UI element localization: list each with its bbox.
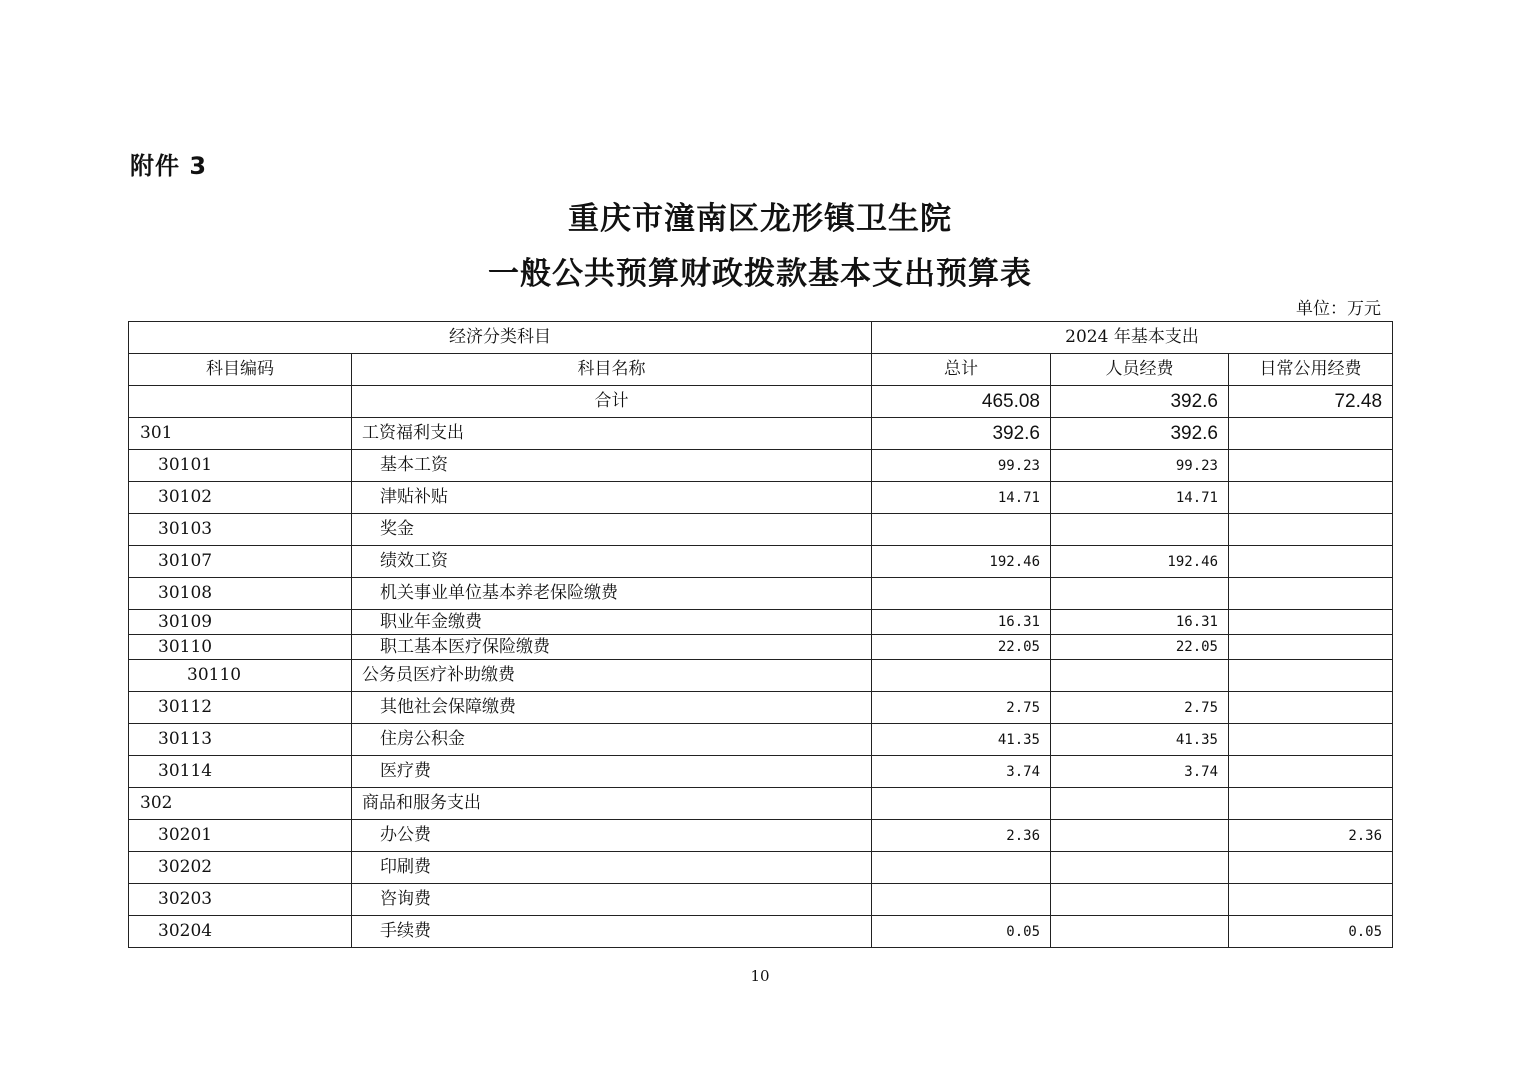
table-row xyxy=(129,756,1393,788)
total-row-total: 465.08 xyxy=(872,386,1051,418)
table-row xyxy=(129,852,1393,884)
row-total: 41.35 xyxy=(872,724,1051,756)
column-header-code: 科目编码 xyxy=(129,354,352,386)
row-name: 机关事业单位基本养老保险缴费 xyxy=(352,578,872,610)
row-total: 2.75 xyxy=(872,692,1051,724)
row-personnel xyxy=(1051,660,1229,692)
table-row xyxy=(129,418,1393,450)
row-name: 职业年金缴费 xyxy=(352,610,872,635)
row-total: 16.31 xyxy=(872,610,1051,635)
row-public xyxy=(1229,635,1393,660)
row-public xyxy=(1229,724,1393,756)
row-code: 30112 xyxy=(129,692,352,724)
row-personnel xyxy=(1051,916,1229,948)
table-row xyxy=(129,788,1393,820)
group-header-year: 2024 年基本支出 xyxy=(872,322,1393,354)
row-public: 0.05 xyxy=(1229,916,1393,948)
row-personnel xyxy=(1051,820,1229,852)
row-code: 30103 xyxy=(129,514,352,546)
row-public xyxy=(1229,546,1393,578)
total-row xyxy=(129,386,1393,418)
table-row xyxy=(129,724,1393,756)
row-public xyxy=(1229,514,1393,546)
row-personnel: 192.46 xyxy=(1051,546,1229,578)
row-name: 住房公积金 xyxy=(352,724,872,756)
row-personnel xyxy=(1051,578,1229,610)
table-row xyxy=(129,610,1393,635)
row-name: 手续费 xyxy=(352,916,872,948)
row-public xyxy=(1229,660,1393,692)
row-public xyxy=(1229,450,1393,482)
row-code: 30204 xyxy=(129,916,352,948)
row-code: 30110 xyxy=(129,635,352,660)
column-header-total: 总计 xyxy=(872,354,1051,386)
row-code: 30108 xyxy=(129,578,352,610)
table-row xyxy=(129,660,1393,692)
row-code: 30201 xyxy=(129,820,352,852)
group-header-row xyxy=(129,322,1393,354)
row-personnel xyxy=(1051,852,1229,884)
row-name: 咨询费 xyxy=(352,884,872,916)
total-row-public: 72.48 xyxy=(1229,386,1393,418)
total-row-code xyxy=(129,386,352,418)
table-row xyxy=(129,884,1393,916)
row-personnel: 392.6 xyxy=(1051,418,1229,450)
row-public xyxy=(1229,578,1393,610)
row-personnel: 41.35 xyxy=(1051,724,1229,756)
row-total: 392.6 xyxy=(872,418,1051,450)
row-total xyxy=(872,660,1051,692)
table-row xyxy=(129,692,1393,724)
row-name: 基本工资 xyxy=(352,450,872,482)
row-total xyxy=(872,788,1051,820)
row-public xyxy=(1229,756,1393,788)
row-name: 奖金 xyxy=(352,514,872,546)
row-total: 3.74 xyxy=(872,756,1051,788)
row-code: 30102 xyxy=(129,482,352,514)
row-public xyxy=(1229,482,1393,514)
row-total: 192.46 xyxy=(872,546,1051,578)
row-code: 30203 xyxy=(129,884,352,916)
row-total: 14.71 xyxy=(872,482,1051,514)
row-total xyxy=(872,884,1051,916)
row-public xyxy=(1229,692,1393,724)
page-subtitle: 一般公共预算财政拨款基本支出预算表 xyxy=(488,256,1032,292)
row-personnel: 99.23 xyxy=(1051,450,1229,482)
table-row xyxy=(129,578,1393,610)
row-code: 301 xyxy=(129,418,352,450)
row-public xyxy=(1229,788,1393,820)
row-public xyxy=(1229,884,1393,916)
row-personnel xyxy=(1051,514,1229,546)
row-code: 30114 xyxy=(129,756,352,788)
row-name: 职工基本医疗保险缴费 xyxy=(352,635,872,660)
row-personnel: 2.75 xyxy=(1051,692,1229,724)
row-personnel xyxy=(1051,884,1229,916)
row-code: 30107 xyxy=(129,546,352,578)
row-name: 公务员医疗补助缴费 xyxy=(352,660,872,692)
row-name: 工资福利支出 xyxy=(352,418,872,450)
table-row xyxy=(129,820,1393,852)
page-number: 10 xyxy=(750,967,770,985)
row-public: 2.36 xyxy=(1229,820,1393,852)
table-row xyxy=(129,482,1393,514)
row-total xyxy=(872,578,1051,610)
row-code: 30101 xyxy=(129,450,352,482)
table-row xyxy=(129,450,1393,482)
attachment-label: 附件 3 xyxy=(130,152,208,180)
row-code: 30113 xyxy=(129,724,352,756)
group-header-category: 经济分类科目 xyxy=(129,322,872,354)
row-total: 2.36 xyxy=(872,820,1051,852)
row-code: 30110 xyxy=(129,660,352,692)
row-code: 30109 xyxy=(129,610,352,635)
column-header-name: 科目名称 xyxy=(352,354,872,386)
row-public xyxy=(1229,852,1393,884)
row-name: 印刷费 xyxy=(352,852,872,884)
row-name: 办公费 xyxy=(352,820,872,852)
table-row xyxy=(129,546,1393,578)
row-total: 99.23 xyxy=(872,450,1051,482)
page-title: 重庆市潼南区龙形镇卫生院 xyxy=(568,201,952,237)
row-total xyxy=(872,514,1051,546)
row-total xyxy=(872,852,1051,884)
total-row-personnel: 392.6 xyxy=(1051,386,1229,418)
row-name: 津贴补贴 xyxy=(352,482,872,514)
row-public xyxy=(1229,418,1393,450)
table-row xyxy=(129,514,1393,546)
table-row xyxy=(129,635,1393,660)
row-code: 30202 xyxy=(129,852,352,884)
unit-label: 单位：万元 xyxy=(1296,299,1381,319)
table-row xyxy=(129,916,1393,948)
row-code: 302 xyxy=(129,788,352,820)
row-personnel: 14.71 xyxy=(1051,482,1229,514)
total-row-label: 合计 xyxy=(352,386,872,418)
row-name: 绩效工资 xyxy=(352,546,872,578)
row-name: 医疗费 xyxy=(352,756,872,788)
budget-table xyxy=(128,321,1393,948)
row-total: 22.05 xyxy=(872,635,1051,660)
row-personnel: 3.74 xyxy=(1051,756,1229,788)
column-header-row xyxy=(129,354,1393,386)
row-personnel xyxy=(1051,788,1229,820)
row-personnel: 16.31 xyxy=(1051,610,1229,635)
row-total: 0.05 xyxy=(872,916,1051,948)
row-name: 其他社会保障缴费 xyxy=(352,692,872,724)
row-name: 商品和服务支出 xyxy=(352,788,872,820)
column-header-personnel: 人员经费 xyxy=(1051,354,1229,386)
row-personnel: 22.05 xyxy=(1051,635,1229,660)
row-public xyxy=(1229,610,1393,635)
column-header-public: 日常公用经费 xyxy=(1229,354,1393,386)
